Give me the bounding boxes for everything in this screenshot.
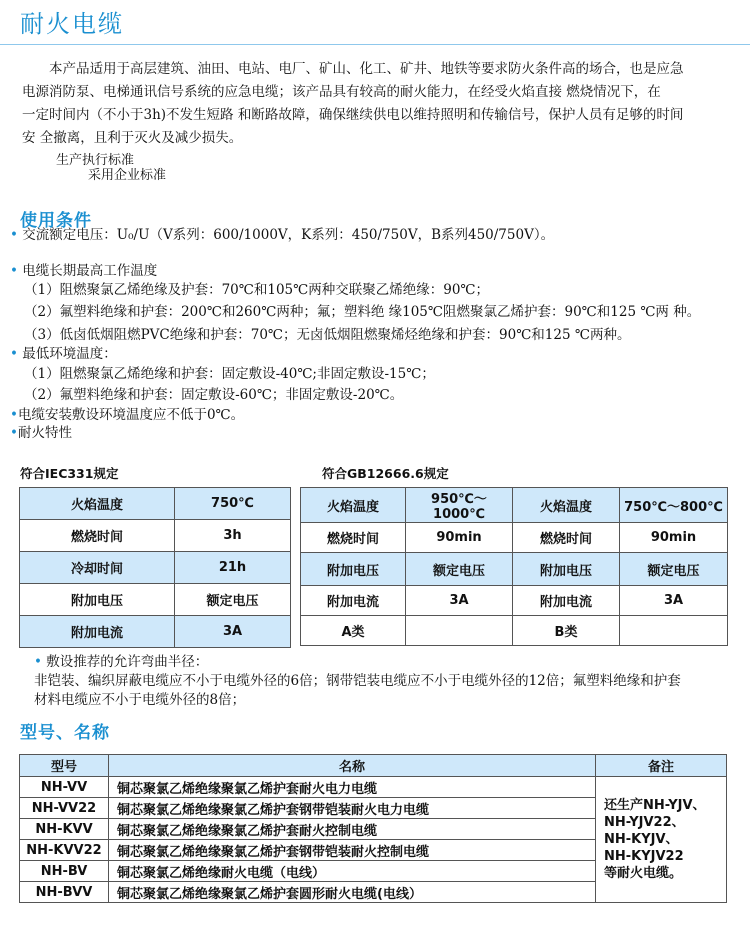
table-cell: NH-KVV: [20, 819, 109, 840]
table-cell: 额定电压: [620, 553, 728, 586]
bend-title: [34, 653, 746, 672]
models-table: [19, 754, 727, 903]
table-cell: 火焰温度: [301, 488, 406, 523]
table-cell: 3A: [175, 616, 291, 648]
bullet-icon: •: [10, 407, 18, 423]
note-line: 等耐火电缆。: [604, 866, 683, 881]
note-line: 还生产NH-YJV、: [604, 798, 706, 813]
table-cell: 铜芯聚氯乙烯绝缘聚氯乙烯护套耐火控制电缆: [109, 819, 596, 840]
models-note: [596, 777, 727, 903]
table-cell: NH-BV: [20, 861, 109, 882]
table-cell: 额定电压: [406, 553, 513, 586]
table-cell: [620, 616, 728, 646]
iec-table: [19, 487, 291, 648]
page-title: 耐火电缆: [20, 10, 124, 38]
bend-radius-section: [34, 653, 746, 710]
table-cell: 铜芯聚氯乙烯绝缘耐火电缆（电线）: [109, 861, 596, 882]
table-cell: 冷却时间: [20, 552, 175, 584]
condition-text: 交流额定电压：U₀/U（V系列：600/1000V，K系列：450/750V，B系列450/750V）。: [22, 227, 555, 243]
standard-value: 采用企业标准: [88, 168, 167, 183]
condition-max-temp-1: （1）阻燃聚氯乙烯绝缘及护套：70℃和105℃两种交联聚乙烯绝缘：90℃；: [24, 282, 490, 298]
note-line: NH-YJV22、: [604, 815, 685, 830]
table-cell: 火焰温度: [513, 488, 620, 523]
intro-line: 一定时间内（不小于3h)不发生短路 和断路故障，确保继续供电以维持照明和传输信号，保护人员有足够的时间: [22, 107, 684, 123]
table-cell: 燃烧时间: [20, 520, 175, 552]
condition-max-temp-3: （3）低卤低烟阻燃PVC绝缘和护套：70℃；无卤低烟阻燃聚烯烃绝缘和护套：90℃和125 ℃两种。: [24, 327, 631, 343]
table-cell: 火焰温度: [20, 488, 175, 520]
table-cell: 额定电压: [175, 584, 291, 616]
condition-min-temp-2: （2）氟塑料绝缘和护套：固定敷设-60℃；非固定敷设-20℃。: [24, 387, 404, 403]
table-header: 型号: [20, 755, 109, 777]
intro-line: 本产品适用于高层建筑、油田、电站、电厂、矿山、化工、矿井、地铁等要求防火条件高的场合，也是应急: [22, 61, 684, 77]
intro-line: 安 全撤离，且利于灭火及减少损失。: [22, 130, 243, 146]
table-cell: A类: [301, 616, 406, 646]
table-cell: 燃烧时间: [513, 523, 620, 553]
table-cell: 21h: [175, 552, 291, 584]
section-heading-conditions: 使用条件: [20, 211, 92, 231]
intro-line: 电源消防泵、电梯通讯信号系统的应急电缆；该产品具有较高的耐火能力，在经受火焰直接 燃烧情况下，在: [22, 84, 661, 100]
note-line: NH-KYJV22: [604, 849, 684, 864]
table-cell: 90min: [406, 523, 513, 553]
condition-voltage: [10, 223, 554, 243]
table-cell: NH-VV22: [20, 798, 109, 819]
table-cell: 铜芯聚氯乙烯绝缘聚氯乙烯护套耐火电力电缆: [109, 777, 596, 798]
table-cell: 燃烧时间: [301, 523, 406, 553]
table-cell: NH-BVV: [20, 882, 109, 903]
gb-table: [300, 487, 728, 646]
table-cell: 铜芯聚氯乙烯绝缘聚氯乙烯护套圆形耐火电缆(电线）: [109, 882, 596, 903]
standard-label: 生产执行标准: [56, 153, 135, 168]
table-cell: 750℃～800℃: [620, 488, 728, 523]
condition-max-temp-2: （2）氟塑料绝缘和护套：200℃和260℃两种；氟；塑料绝 缘105℃阻燃聚氯乙烯护套：90℃和125 ℃两 种。: [24, 304, 701, 320]
table-cell: [406, 616, 513, 646]
condition-fire: [10, 421, 72, 441]
table-cell: 铜芯聚氯乙烯绝缘聚氯乙烯护套钢带铠装耐火电力电缆: [109, 798, 596, 819]
table-cell: 950℃～1000℃: [406, 488, 513, 523]
table-cell: NH-VV: [20, 777, 109, 798]
condition-text: 电缆安装敷设环境温度应不低于0℃。: [17, 407, 245, 423]
table-header: 备注: [596, 755, 727, 777]
bullet-icon: •: [10, 263, 18, 279]
bend-line: 材料电缆应不小于电缆外径的8倍；: [34, 692, 246, 708]
table-cell: 附加电流: [513, 586, 620, 616]
condition-max-temp: [10, 259, 157, 279]
table-cell: 附加电压: [513, 553, 620, 586]
table-cell: 附加电流: [20, 616, 175, 648]
condition-text: 电缆长期最高工作温度: [22, 263, 158, 279]
bullet-icon: •: [10, 346, 18, 362]
intro-paragraph: [22, 58, 734, 150]
condition-install-temp: [10, 403, 244, 423]
condition-min-temp: [10, 342, 117, 362]
table-cell: 3h: [175, 520, 291, 552]
bullet-icon: •: [34, 654, 42, 670]
section-heading-models: 型号、名称: [20, 723, 110, 743]
table-cell: 附加电流: [301, 586, 406, 616]
table-cell: 3A: [620, 586, 728, 616]
table-header: 名称: [109, 755, 596, 777]
note-line: NH-KYJV、: [604, 832, 679, 847]
table-cell: B类: [513, 616, 620, 646]
table-cell: NH-KVV22: [20, 840, 109, 861]
table-cell: 3A: [406, 586, 513, 616]
condition-min-temp-1: （1）阻燃聚氯乙烯绝缘和护套：固定敷设-40℃;非固定敷设-15℃；: [24, 366, 435, 382]
bullet-icon: •: [10, 227, 18, 243]
table-cell: 90min: [620, 523, 728, 553]
condition-text: 耐火特性: [17, 425, 72, 441]
title-divider: [0, 44, 750, 45]
bend-title-text: 敷设推荐的允许弯曲半径：: [46, 654, 209, 670]
condition-text: 最低环境温度：: [22, 346, 117, 362]
table-cell: 铜芯聚氯乙烯绝缘聚氯乙烯护套钢带铠装耐火控制电缆: [109, 840, 596, 861]
table-cell: 750℃: [175, 488, 291, 520]
bullet-icon: •: [10, 425, 18, 441]
table-cell: 附加电压: [301, 553, 406, 586]
gb-caption: 符合GB12666.6规定: [322, 466, 449, 481]
iec-caption: 符合IEC331规定: [20, 466, 119, 481]
table-cell: 附加电压: [20, 584, 175, 616]
bend-line: 非铠装、编织屏蔽电缆应不小于电缆外径的6倍；钢带铠装电缆应不小于电缆外径的12倍；氟塑料绝缘和护套: [34, 673, 681, 689]
